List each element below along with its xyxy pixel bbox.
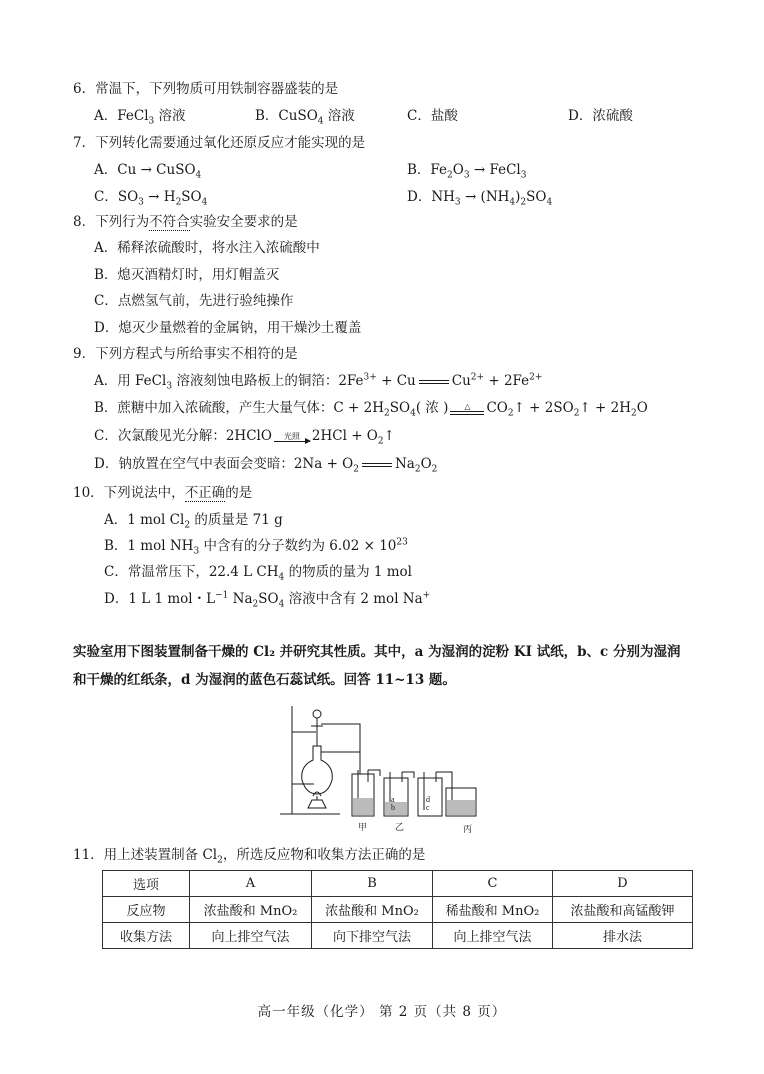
table-cell: 选项: [103, 871, 190, 897]
q6-option-c: C．盐酸: [407, 108, 458, 124]
q8-option-d: D．熄灭少量燃着的金属钠，用干燥沙土覆盖: [94, 320, 362, 336]
table-cell: 向下排空气法: [312, 923, 433, 949]
page-footer: 高一年级（化学） 第 2 页（共 8 页）: [257, 1004, 507, 1020]
label-c: c: [426, 803, 430, 812]
table-cell: 收集方法: [103, 923, 190, 949]
q10-option-b: B．1 mol $NH_3$ 中含有的分子数约为 $6.02 \times 10^{23}$: [104, 537, 408, 557]
table-header-row: [103, 871, 693, 897]
q10-option-a: A．1 mol $Cl_2$ 的质量是 71 g: [104, 512, 283, 531]
table-cell: 浓盐酸和 MnO₂: [312, 897, 433, 923]
table-cell: B: [312, 871, 433, 897]
q7-option-d: D．$NH_3 \to (NH_4)_2SO_4$: [407, 189, 553, 208]
q11-stem: 11．用上述装置制备 $Cl_2$，所选反应物和收集方法正确的是: [73, 847, 426, 866]
q10-stem: 10．下列说法中，不正确的是: [73, 485, 253, 501]
label-d: d: [426, 795, 430, 804]
q9-option-b: B．蔗糖中加入浓硫酸，产生大量气体：$C + 2H_2SO_4$( 浓 ) △ $CO_2↑$ + $2SO_2↑ + 2H_2O$: [94, 400, 648, 419]
table-cell: 向上排空气法: [433, 923, 553, 949]
q10-option-c: C．常温常压下，22.4 L $CH_4$ 的物质的量为 1 mol: [104, 564, 412, 583]
q6-option-d: D．浓硫酸: [568, 108, 633, 124]
q7-option-b: B．$Fe_2O_3$ → FeCl$_3$: [407, 162, 527, 181]
q7-stem: 7．下列转化需要通过氧化还原反应才能实现的是: [73, 135, 366, 151]
q8-option-c: C．点燃氢气前，先进行验纯操作: [94, 293, 294, 309]
q7-option-c: C．$SO_3 \to H_2SO_4$: [94, 189, 208, 208]
q11-table: [102, 870, 693, 949]
table-cell: D: [553, 871, 693, 897]
table-cell: 稀盐酸和 MnO₂: [433, 897, 553, 923]
q8-option-a: A．稀释浓硫酸时，将水注入浓硫酸中: [94, 240, 320, 256]
table-row: [103, 923, 693, 949]
q9-stem: 9．下列方程式与所给事实不相符的是: [73, 346, 298, 362]
label-b: b: [391, 803, 395, 812]
q8-emphasis: 不符合: [149, 214, 190, 230]
table-cell: 向上排空气法: [190, 923, 312, 949]
apparatus-figure: [280, 702, 490, 837]
q9-option-d: D．钠放置在空气中表面会变暗：$2Na + O_2$ $Na_2O_2$: [94, 456, 438, 475]
q10-emphasis: 不正确: [184, 485, 226, 501]
table-cell: 反应物: [103, 897, 190, 923]
label-bing: 丙: [463, 825, 473, 835]
table-cell: 排水法: [553, 923, 693, 949]
table-row: [103, 897, 693, 923]
experiment-intro: 实验室用下图装置制备干燥的 Cl₂ 并研究其性质。其中，a 为湿润的淀粉 KI 试纸，b、c 分别为湿润和干燥的红纸条，d 为湿润的蓝色石蕊试纸。回答 11~13 题。: [73, 644, 681, 688]
q7-option-a: A．Cu → CuSO$_4$: [94, 162, 202, 181]
q6-stem: 6．常温下，下列物质可用铁制容器盛装的是: [73, 81, 339, 97]
q6-option-a: A．FeCl$_3$ 溶液: [94, 108, 186, 127]
q6-option-b: B．CuSO$_4$ 溶液: [255, 108, 355, 127]
label-a: a: [391, 795, 395, 804]
q9-option-a: A．用 FeCl$_3$ 溶液刻蚀电路板上的铜箔：$2Fe^{3+} + Cu$ $Cu^{2+} + 2Fe^{2+}$: [94, 372, 543, 392]
table-cell: 浓盐酸和高锰酸钾: [553, 897, 693, 923]
table-cell: A: [190, 871, 312, 897]
q8-stem: 8．下列行为不符合实验安全要求的是: [73, 214, 298, 230]
label-yi: 乙: [395, 823, 405, 833]
q10-option-d: D．1 L 1 mol・$L^{-1}$ $Na_2SO_4$ 溶液中含有 2 mol Na+: [104, 590, 431, 610]
q9-option-c: C．次氯酸见光分解：2HClO 光照 $2HCl + O_2↑$: [94, 428, 395, 447]
q8-option-b: B．熄灭酒精灯时，用灯帽盖灭: [94, 267, 280, 283]
label-jia: 甲: [358, 823, 368, 833]
table-cell: 浓盐酸和 MnO₂: [190, 897, 312, 923]
table-cell: C: [433, 871, 553, 897]
